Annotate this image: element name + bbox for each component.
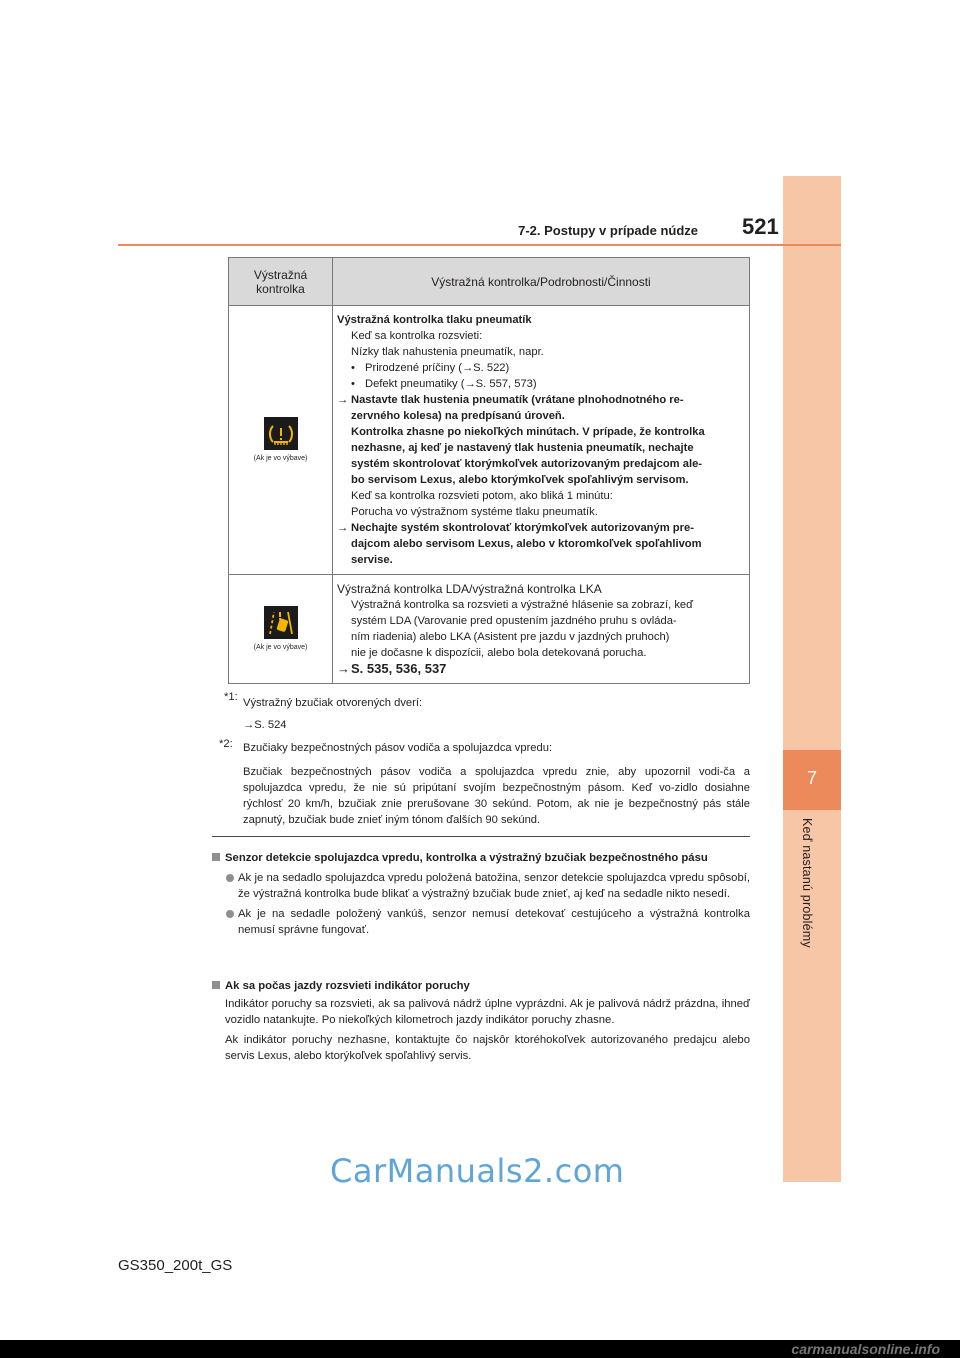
details-cell bbox=[333, 575, 750, 684]
chapter-tab bbox=[783, 750, 841, 810]
list-item bbox=[212, 870, 750, 902]
footer-site: carmanualsonline.info bbox=[791, 1341, 940, 1357]
detail-line: Nízky tlak nahustenia pneumatík, napr. bbox=[351, 346, 544, 358]
action-item bbox=[337, 520, 743, 568]
page-number: 521 bbox=[742, 214, 779, 239]
square-bullet-icon bbox=[212, 981, 220, 989]
info-section bbox=[212, 978, 750, 1064]
detail-line: ním riadenia) alebo LKA (Asistent pre jazdu v jazdných pruhoch) bbox=[351, 631, 670, 643]
chapter-title: Keď nastanú problémy bbox=[800, 818, 814, 948]
header-section-title: 7-2. Postupy v prípade núdze bbox=[518, 223, 698, 238]
icon-cell bbox=[229, 575, 333, 684]
action-text: zervného kolesa) na predpísanú úroveň. bbox=[351, 410, 565, 422]
bullet-text: Ak je na sedadle položený vankúš, senzor nemusí detekovať cestujúceho a výstražná kontrolka nemusí správne fungovať. bbox=[238, 908, 750, 936]
watermark: CarManuals2.com bbox=[330, 1152, 625, 1190]
section-divider bbox=[212, 836, 750, 837]
details-cell bbox=[333, 306, 750, 575]
action-text: bo servisom Lexus, alebo ktorýmkoľvek spoľahlivým servisom. bbox=[351, 474, 689, 486]
icon-caption: (Ak je vo výbave) bbox=[253, 644, 308, 651]
bullet-text: Defekt pneumatiky (→S. 557, 573) bbox=[365, 378, 537, 390]
icon-caption: (Ak je vo výbave) bbox=[253, 455, 308, 462]
row-title: Výstražná kontrolka tlaku pneumatík bbox=[337, 314, 532, 326]
action-text: Kontrolka zhasne po niekoľkých minútach. V prípade, že kontrolka bbox=[351, 426, 705, 438]
square-bullet-icon bbox=[212, 853, 220, 861]
footnote-body: Bzučiak bezpečnostných pásov vodiča a spolujazdca vpredu znie, aby upozornil vodi-ča a spolujazdca vpredu, že nie sú pripútaní svojím bezpečnostným pásom. Keď vo-zidlo dosiahne rýchlosť 20 km/h, bzučiak znie prerušovane 30 sekúnd. Potom, ak nie je bezpečnostný pás stále zapnutý, bzučiak bude znieť iným tónom ďalších 90 sekúnd. bbox=[243, 766, 750, 826]
table-row bbox=[229, 575, 750, 684]
bullet-text: Prirodzené príčiny (→S. 522) bbox=[365, 362, 510, 374]
footnote-mark: *1: bbox=[224, 691, 238, 703]
detail-line: Výstražná kontrolka sa rozsvieti a výstražné hlásenie sa zobrazí, keď bbox=[351, 599, 694, 611]
detail-line: Porucha vo výstražnom systéme tlaku pneumatík. bbox=[351, 506, 598, 518]
footnote-reference: →S. 524 bbox=[243, 719, 287, 731]
row-title: Výstražná kontrolka LDA/výstražná kontrolka LKA bbox=[337, 582, 602, 596]
col-header-details: Výstražná kontrolka/Podrobnosti/Činnosti bbox=[333, 258, 750, 306]
icon-cell bbox=[229, 306, 333, 575]
section-heading bbox=[212, 850, 750, 866]
lane-departure-warning-icon bbox=[264, 606, 298, 639]
table-row bbox=[229, 306, 750, 575]
chapter-number: 7 bbox=[806, 768, 817, 788]
info-section bbox=[212, 850, 750, 938]
paragraph: Ak indikátor poruchy nezhasne, kontaktujte čo najskôr ktoréhokoľvek autorizovaného predajcu alebo servis Lexus, alebo ktorýkoľvek spoľahlivý servis. bbox=[225, 1034, 750, 1062]
action-text: Nechajte systém skontrolovať ktorýmkoľvek autorizovaným pre- bbox=[351, 522, 694, 534]
action-text: nezhasne, aj keď je nastavený tlak hustenia pneumatík, nechajte bbox=[351, 442, 694, 454]
detail-line: Keď sa kontrolka rozsvieti: bbox=[351, 330, 483, 342]
paragraph: Indikátor poruchy sa rozsvieti, ak sa palivová nádrž úplne vyprázdni. Ak je palivová nádrž prázdna, ihneď vozidlo natankujte. Po niekoľkých kilometroch jazdy indikátor poruchy zhasne. bbox=[225, 998, 750, 1026]
section-heading-text: Senzor detekcie spolujazdca vpredu, kontrolka a výstražný bzučiak bezpečnostného pásu bbox=[225, 852, 708, 864]
section-heading-text: Ak sa počas jazdy rozsvieti indikátor poruchy bbox=[225, 980, 470, 992]
bullet-text: Ak je na sedadlo spolujazdca vpredu položená batožina, senzor detekcie spolujazdca vpredu spôsobí, že výstražná kontrolka bude blikať a výstražný bzučiak bude znieť, aj keď na sedadle nikto nesedí. bbox=[238, 872, 750, 900]
arrow-icon: → bbox=[337, 394, 349, 406]
detail-line: nie je dočasne k dispozícii, alebo bola detekovaná porucha. bbox=[351, 647, 647, 659]
action-text: Nastavte tlak hustenia pneumatík (vrátane plnohodnotného re- bbox=[351, 394, 684, 406]
action-text: servise. bbox=[351, 554, 393, 566]
detail-line: systém LDA (Varovanie pred opustením jazdného pruhu s ovláda- bbox=[351, 615, 677, 627]
tire-pressure-warning-icon bbox=[264, 417, 298, 450]
arrow-icon: → bbox=[337, 661, 350, 676]
footnote-mark: *2: bbox=[219, 738, 233, 750]
header-rule bbox=[118, 244, 841, 246]
action-item bbox=[337, 392, 743, 488]
arrow-icon: → bbox=[337, 522, 349, 534]
model-code: GS350_200t_GS bbox=[118, 1257, 233, 1274]
list-item: • Defekt pneumatiky (→S. 557, 573) bbox=[351, 378, 537, 390]
footnote-text: Bzučiaky bezpečnostných pásov vodiča a spolujazdca vpredu: bbox=[243, 742, 553, 754]
list-item: • Prirodzené príčiny (→S. 522) bbox=[351, 362, 510, 374]
table-header-row bbox=[229, 258, 750, 306]
dot-bullet-icon bbox=[226, 874, 234, 882]
col-header-light: Výstražná kontrolka bbox=[229, 258, 333, 306]
action-text: systém skontrolovať ktorýmkoľvek autorizovaným predajcom ale- bbox=[351, 458, 703, 470]
side-tab-strip bbox=[783, 176, 841, 1182]
action-text: dajcom alebo servisom Lexus, alebo v ktoromkoľvek spoľahlivom bbox=[351, 538, 702, 550]
section-heading bbox=[212, 978, 750, 994]
page-reference bbox=[337, 661, 743, 677]
reference-text: S. 535, 536, 537 bbox=[351, 661, 447, 676]
detail-line: Keď sa kontrolka rozsvieti potom, ako bliká 1 minútu: bbox=[351, 490, 613, 502]
list-item bbox=[212, 906, 750, 938]
reference-text: S. 524 bbox=[254, 719, 287, 731]
warning-light-table bbox=[228, 257, 750, 684]
footnote-text: Výstražný bzučiak otvorených dverí: bbox=[243, 697, 423, 709]
dot-bullet-icon bbox=[226, 910, 234, 918]
